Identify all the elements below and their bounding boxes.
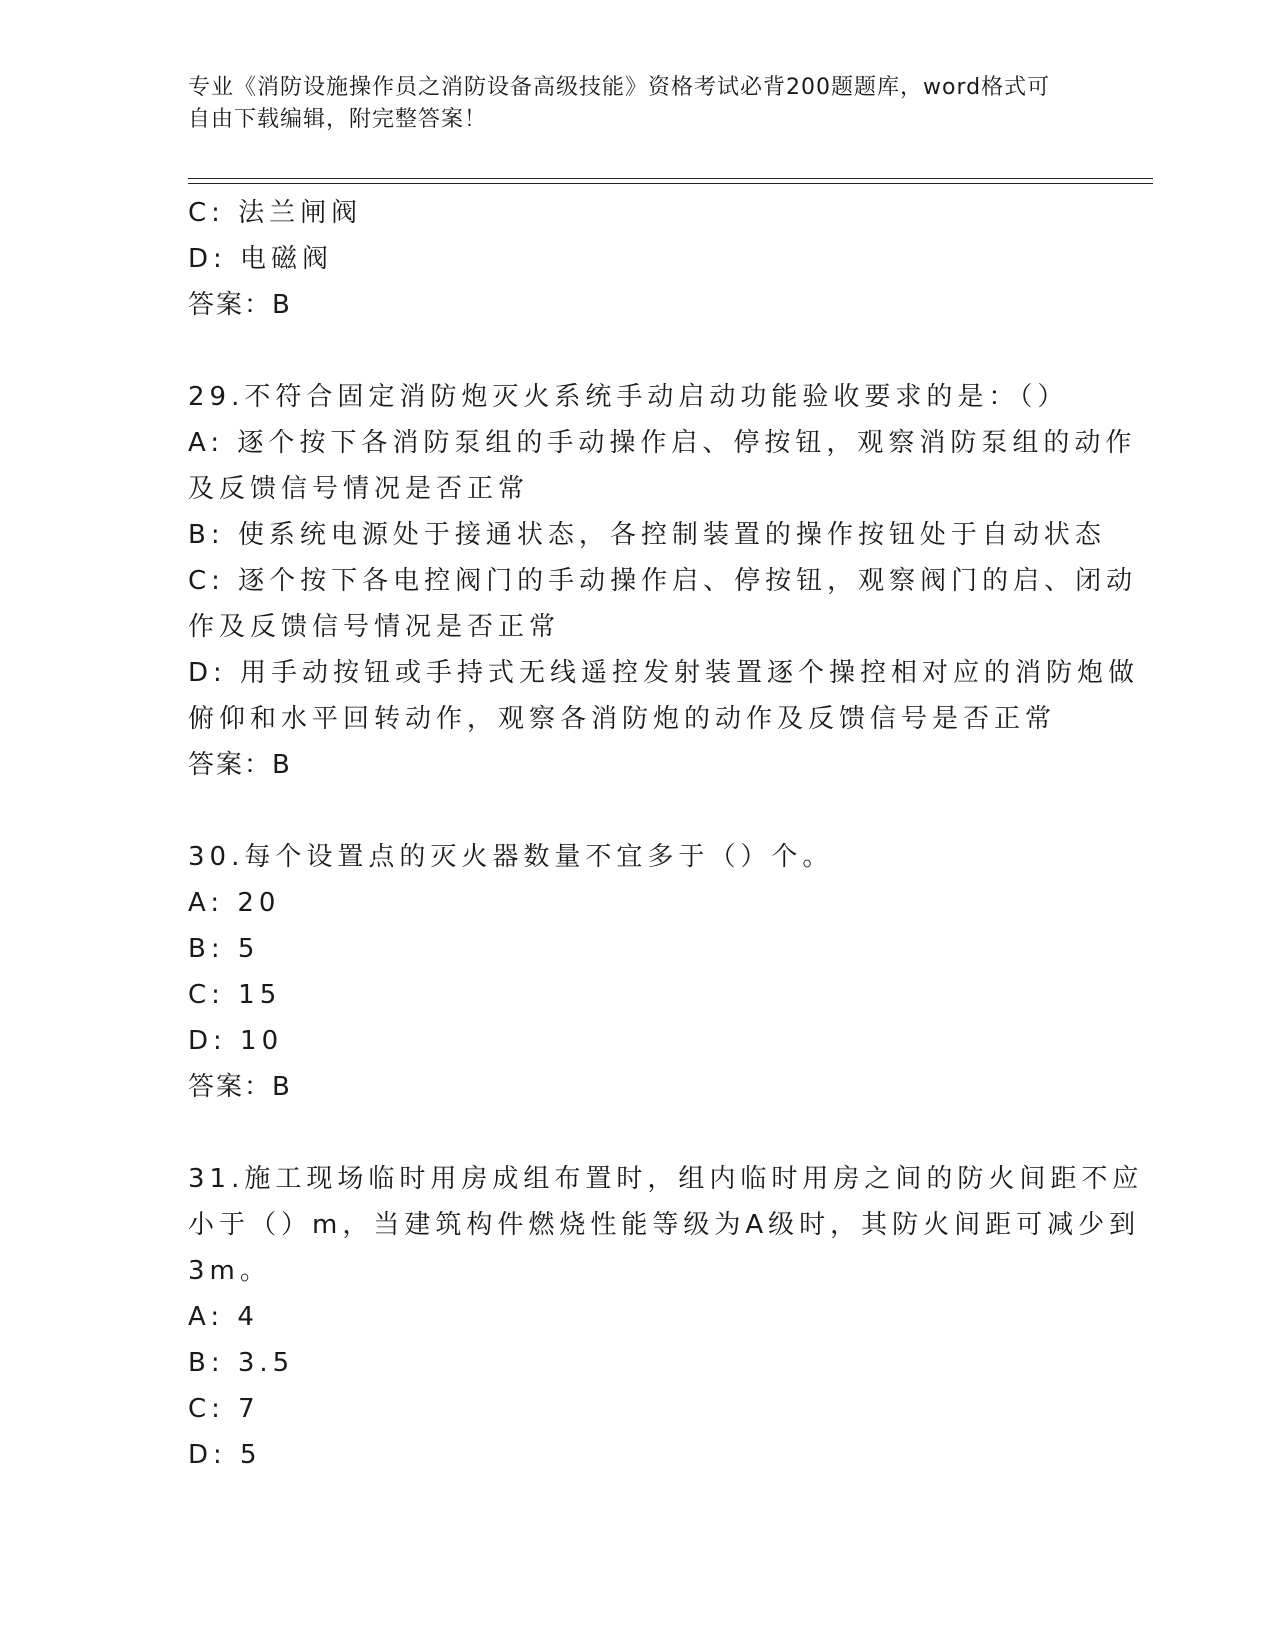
option-a-continued: 及反馈信号情况是否正常 bbox=[188, 474, 530, 504]
option-c: C: 7 bbox=[188, 1394, 260, 1424]
option-d: D: 10 bbox=[188, 1026, 284, 1056]
question-stem: 30.每个设置点的灭火器数量不宜多于（）个。 bbox=[188, 842, 834, 872]
option-d: D: 5 bbox=[188, 1440, 262, 1470]
option-a: A: 逐个按下各消防泵组的手动操作启、停按钮，观察消防泵组的动作 bbox=[188, 428, 1137, 458]
option-c: C: 逐个按下各电控阀门的手动操作启、停按钮，观察阀门的启、闭动 bbox=[188, 566, 1138, 596]
answer-label: 答案：B bbox=[188, 1072, 292, 1102]
question-stem: 29.不符合固定消防炮灭火系统手动启动功能验收要求的是：（） bbox=[188, 382, 1069, 412]
option-d: D: 用手动按钮或手持式无线遥控发射装置逐个操控相对应的消防炮做 bbox=[188, 658, 1140, 688]
question-30 bbox=[188, 834, 1078, 1110]
header-rule-top bbox=[188, 178, 1153, 179]
option-b: B: 3.5 bbox=[188, 1348, 295, 1378]
document-body bbox=[188, 190, 1144, 1478]
spacer bbox=[188, 328, 1078, 374]
option-a: A: 20 bbox=[188, 888, 281, 918]
option-a: A: 4 bbox=[188, 1302, 259, 1332]
spacer bbox=[188, 1110, 1078, 1156]
answer-label: 答案：B bbox=[188, 290, 292, 320]
option-b: B: 5 bbox=[188, 934, 260, 964]
option-c-continued: 作及反馈信号情况是否正常 bbox=[188, 612, 561, 642]
spacer bbox=[188, 788, 1078, 834]
question-29 bbox=[188, 374, 1140, 788]
option-d: D: 电磁阀 bbox=[188, 244, 334, 274]
question-stem-end: 3m。 bbox=[188, 1256, 271, 1286]
question-stem: 31.施工现场临时用房成组布置时，组内临时用房之间的防火间距不应 bbox=[188, 1164, 1144, 1194]
header-rule-bottom bbox=[188, 183, 1153, 184]
question-31 bbox=[188, 1156, 1144, 1478]
question-stem-continued: 小于（）m，当建筑构件燃烧性能等级为A级时，其防火间距可减少到 bbox=[188, 1210, 1141, 1240]
question-28-tail bbox=[188, 190, 1078, 328]
option-c: C: 15 bbox=[188, 980, 282, 1010]
option-b: B: 使系统电源处于接通状态，各控制装置的操作按钮处于自动状态 bbox=[188, 520, 1106, 550]
answer-label: 答案：B bbox=[188, 750, 292, 780]
option-d-continued: 俯仰和水平回转动作，观察各消防炮的动作及反馈信号是否正常 bbox=[188, 704, 1057, 734]
document-header: 专业《消防设施操作员之消防设备高级技能》资格考试必背200题题库，word格式可自由下载编辑，附完整答案！ bbox=[188, 75, 1051, 132]
option-c: C: 法兰闸阀 bbox=[188, 198, 363, 228]
